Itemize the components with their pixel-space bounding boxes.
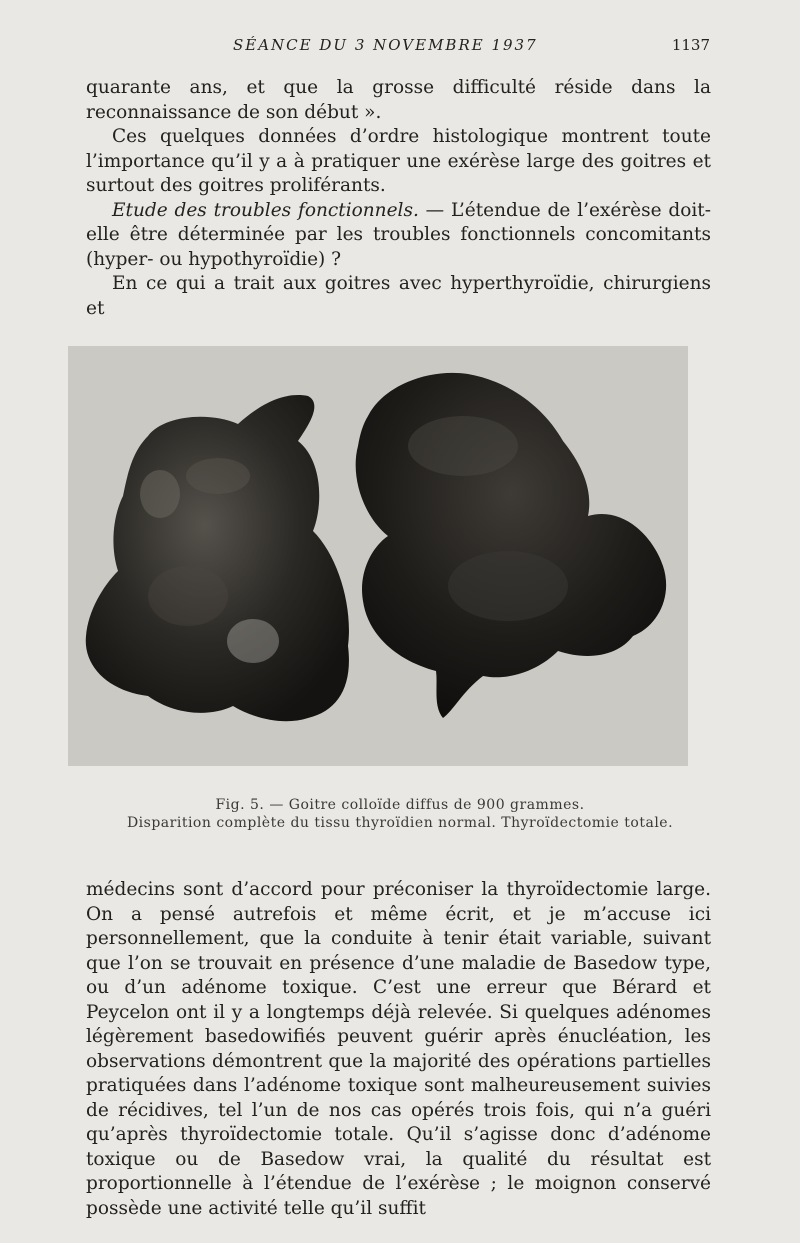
paragraph-histology: Ces quelques données d’ordre histologique montrent toute l’importance qu’il y a à pratiquer une exérèse large des goitres et surtout des goitres proliférants. bbox=[86, 126, 711, 196]
paragraph-continuation: quarante ans, et que la grosse difficulté réside dans la reconnaissance de son début ». bbox=[86, 77, 711, 123]
goitre-specimen-image bbox=[68, 346, 688, 766]
left-lobe-cavity bbox=[227, 619, 279, 663]
figure-caption-line2: Disparition complète du tissu thyroïdien normal. Thyroïdectomie totale. bbox=[126, 815, 674, 831]
right-lobe-highlight bbox=[408, 416, 518, 476]
page-number: 1137 bbox=[671, 36, 710, 54]
goitre-photograph bbox=[68, 346, 688, 766]
section-heading-italic: Etude des troubles fonctionnels. bbox=[112, 199, 419, 221]
paragraph-functional-text: — L’étendue de l’exérèse doit-elle être déterminée par les troubles fonctionnels concomitants (hyper- ou hypothyroïdie) ? bbox=[86, 199, 711, 270]
top-text-block bbox=[86, 76, 711, 321]
paragraph-hyperthyroidism: En ce qui a trait aux goitres avec hyperthyroïdie, chirurgiens et bbox=[86, 273, 711, 319]
left-lobe-texture bbox=[148, 566, 228, 626]
figure-caption-line1: Fig. 5. — Goitre colloïde diffus de 900 grammes. bbox=[215, 797, 585, 813]
left-lobe-nodule bbox=[140, 470, 180, 518]
paragraph-functional-troubles bbox=[86, 199, 711, 273]
left-lobe-highlight bbox=[186, 458, 250, 494]
running-title: SÉANCE DU 3 NOVEMBRE 1937 bbox=[233, 36, 538, 54]
running-header bbox=[0, 36, 800, 58]
right-lobe-texture bbox=[448, 551, 568, 621]
bottom-text-block bbox=[86, 878, 711, 1221]
paragraph-thyroidectomy: médecins sont d’accord pour préconiser la thyroïdectomie large. On a pensé autrefois et même écrit, et je m’accuse ici personnellement, que la conduite à tenir était variable, suivant que l’on se trouvait en présence d’une maladie de Basedow type, ou d’un adénome toxique. C’est une erreur que Bérard et Peycelon ont il y a longtemps déjà relevée. Si quelques adénomes légèrement basedowifiés peuvent guérir après énucléation, les observations démontrent que la majorité des opérations partielles pratiquées dans l’adénome toxique sont malheureusement suivies de récidives, tel l’un de nos cas opérés trois fois, qui n’a guéri qu’après thyroïdectomie totale. Qu’il s’agisse donc d’adénome toxique ou de Basedow vrai, la qualité du résultat est proportionnelle à l’étendue de l’exérèse ; le moignon conservé possède une activité telle qu’il suffit bbox=[86, 879, 711, 1219]
